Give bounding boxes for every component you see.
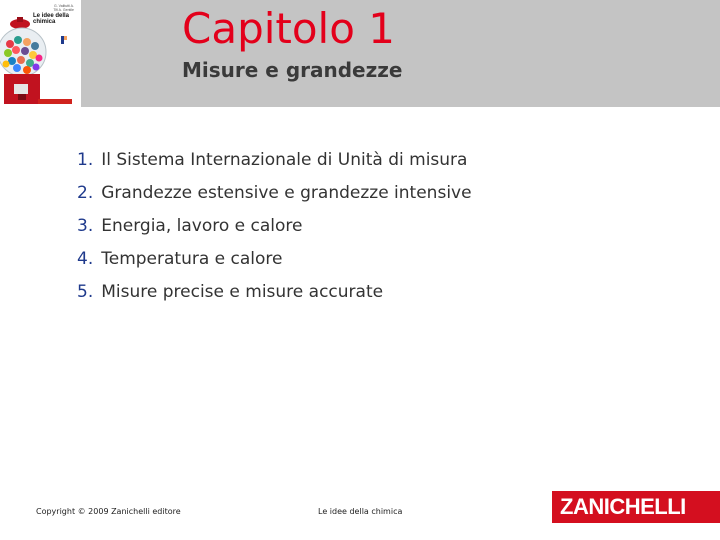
toc-item-number: 1.	[77, 150, 94, 170]
toc-item[interactable]	[77, 246, 472, 279]
toc-item[interactable]	[77, 180, 472, 213]
table-of-contents	[77, 147, 472, 312]
toc-item-label: Grandezze estensive e grandezze intensive	[101, 183, 472, 203]
publisher-logo[interactable]: ZANICHELLI	[552, 491, 720, 523]
cover-authors: G. Valitutti A. Tifi A. Gentile	[53, 4, 74, 12]
footer-book-title: Le idee della chimica	[318, 507, 403, 516]
toc-item[interactable]	[77, 213, 472, 246]
toc-item[interactable]	[77, 147, 472, 180]
toc-item-label: Misure precise e misure accurate	[101, 282, 384, 302]
toc-item-label: Energia, lavoro e calore	[101, 216, 303, 236]
toc-item-number: 2.	[77, 183, 94, 203]
toc-item-label: Il Sistema Internazionale di Unità di misura	[101, 150, 468, 170]
footer-copyright: Copyright © 2009 Zanichelli editore	[36, 507, 181, 516]
chapter-title: Capitolo 1	[182, 4, 395, 53]
cover-publisher-strip	[38, 99, 72, 104]
toc-item[interactable]	[77, 279, 472, 312]
chapter-subtitle: Misure e grandezze	[182, 58, 403, 82]
toc-item-number: 4.	[77, 249, 94, 269]
toc-item-label: Temperatura e calore	[101, 249, 283, 269]
publisher-mark-icon	[61, 36, 67, 44]
cover-title: Le idee della chimica	[33, 13, 70, 25]
book-cover-image	[0, 0, 81, 107]
toc-item-number: 5.	[77, 282, 94, 302]
toc-item-number: 3.	[77, 216, 94, 236]
